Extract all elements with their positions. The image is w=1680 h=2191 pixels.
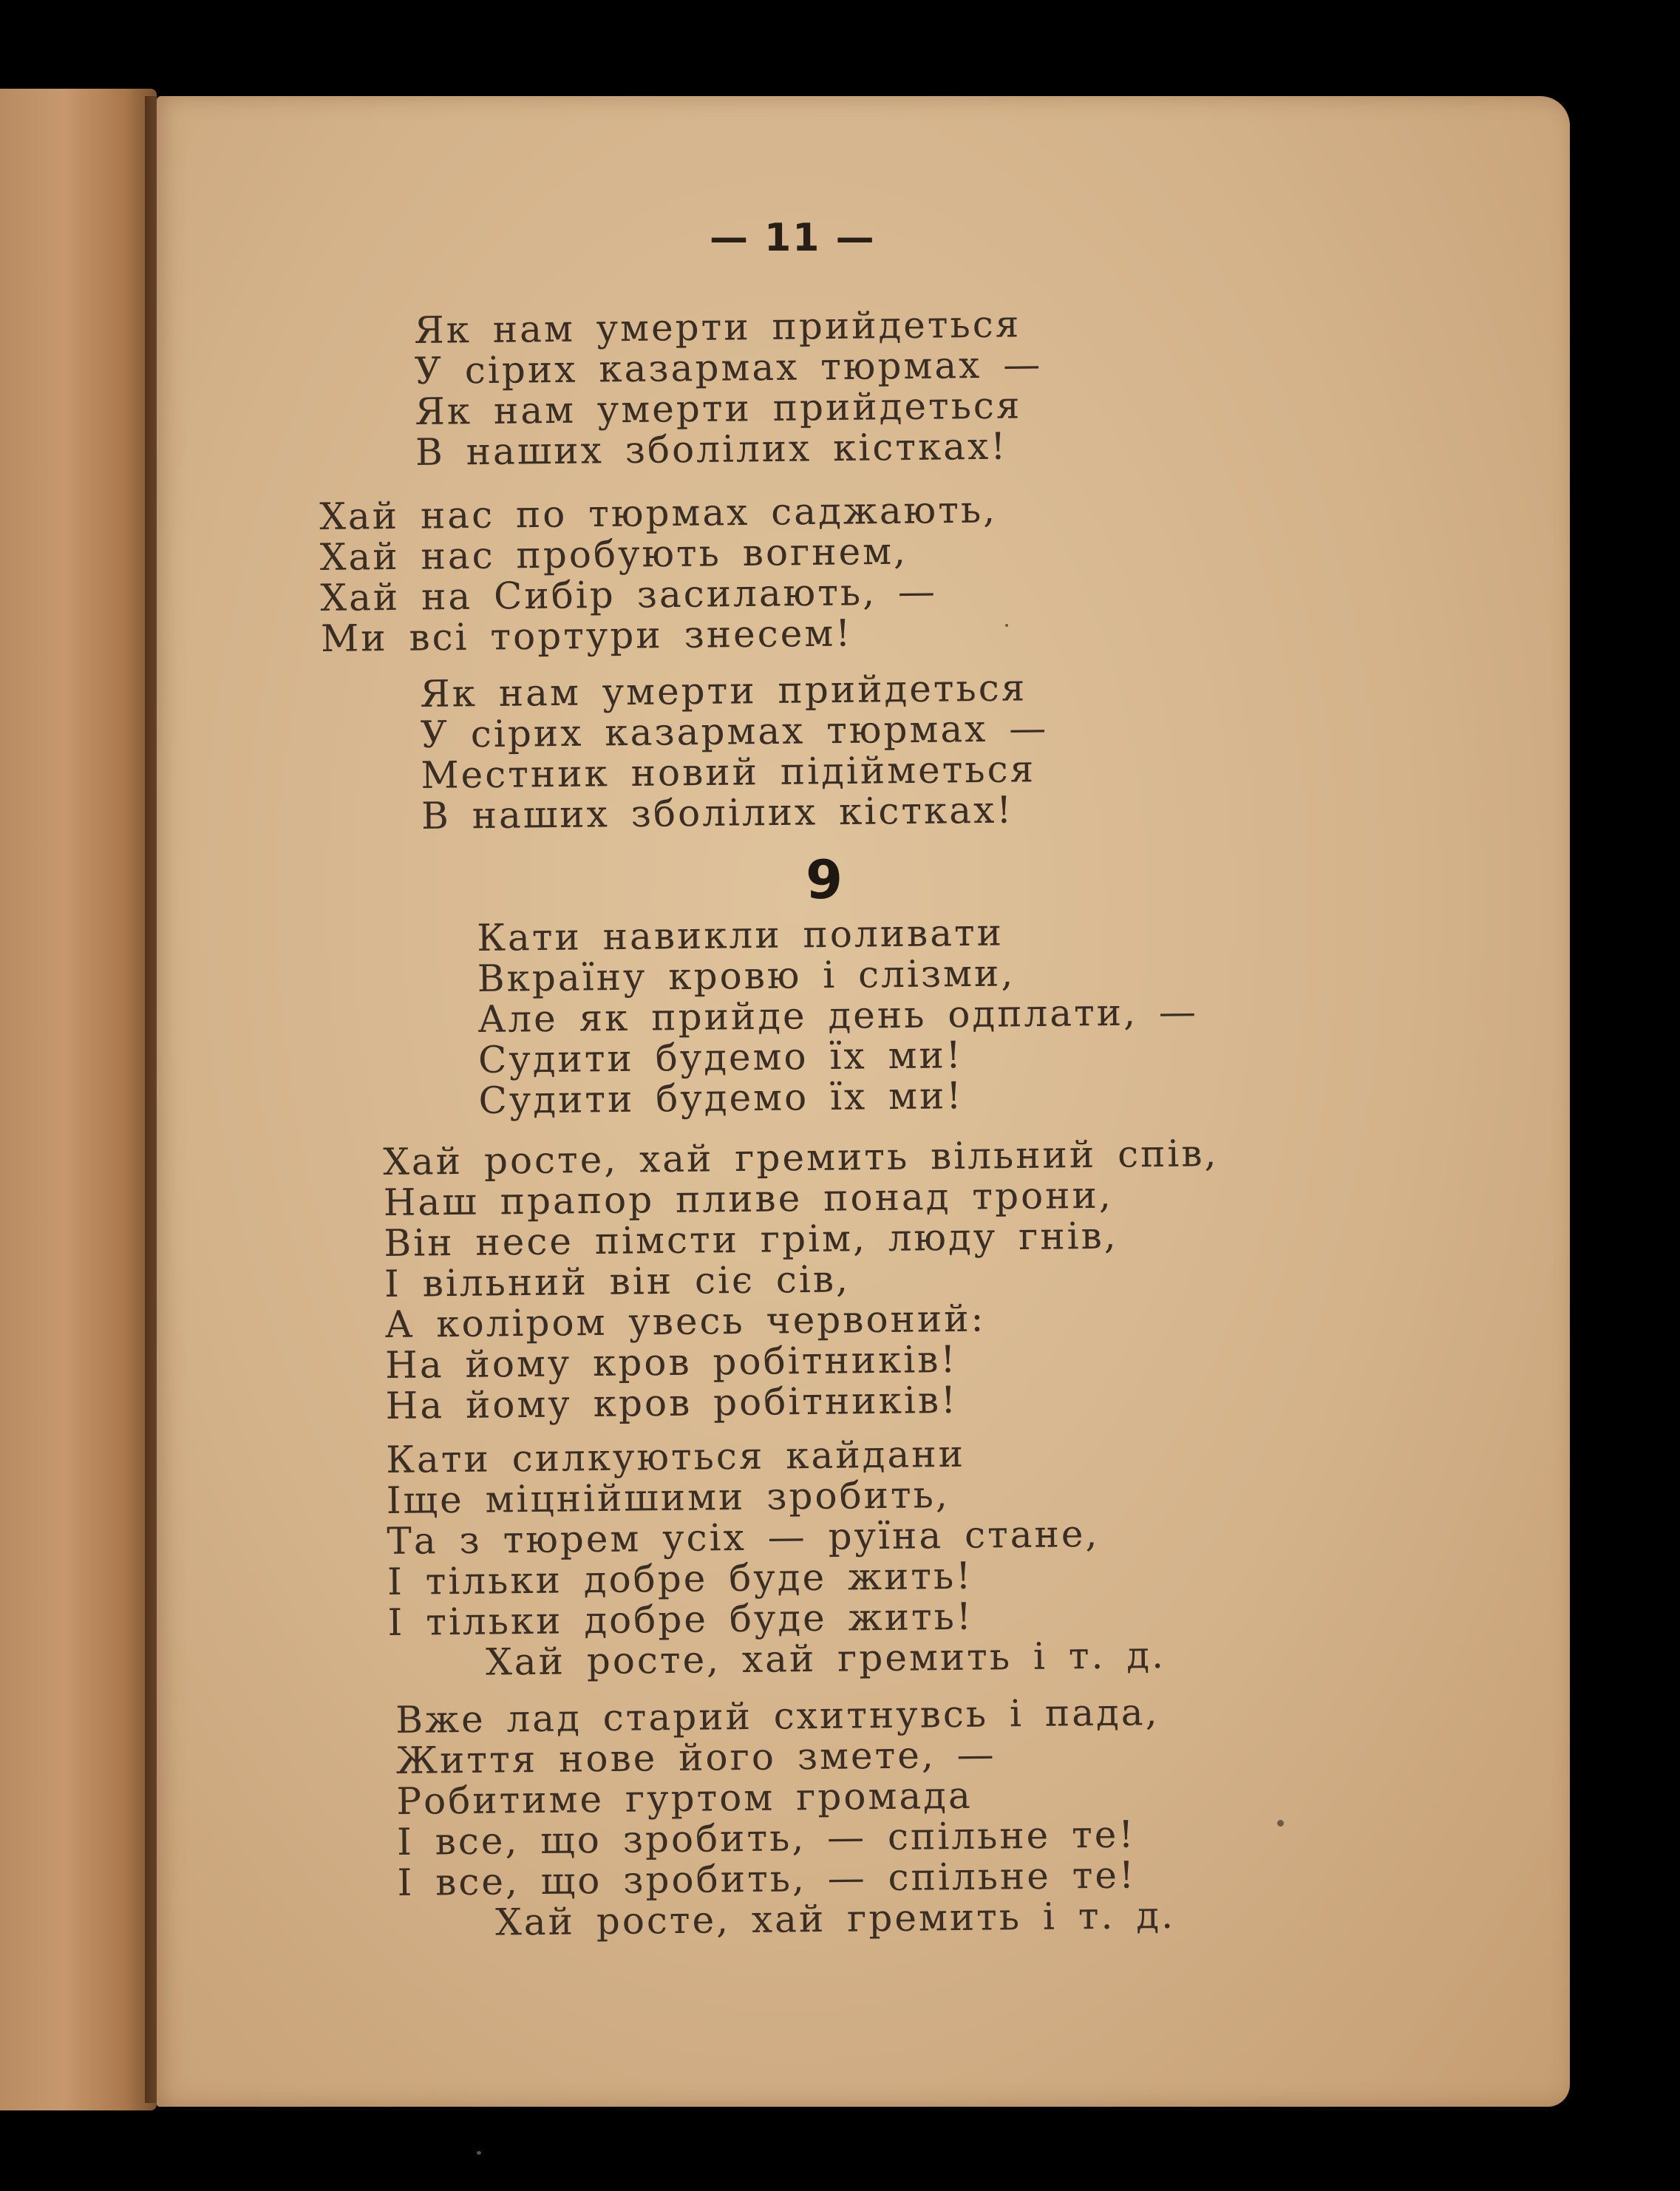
verse-line: На йому кров робітників! xyxy=(384,1337,958,1387)
verse-line: У сірих казармах тюрмах — xyxy=(414,343,1043,393)
verse-line: Робитиме гуртом громада xyxy=(396,1773,973,1823)
verse-line: Судити будемо їх ми! xyxy=(477,1033,964,1081)
verse-line: Местник новий підійметься xyxy=(421,747,1036,797)
verse-line: Іще міцнійшими зробить, xyxy=(386,1473,950,1522)
dust-speck xyxy=(1005,624,1008,627)
verse-line: Як нам умерти прийдеться xyxy=(419,666,1027,716)
stanza-1 xyxy=(414,304,1044,473)
verse-line: У сірих казармах тюрмах — xyxy=(420,707,1049,756)
refrain-line: Хай росте, хай гремить і т. д. xyxy=(494,1893,1176,1944)
stanza-6 xyxy=(386,1432,1166,1684)
section-number: 9 xyxy=(806,849,843,911)
verse-line: Хай росте, хай гремить вільний спів, xyxy=(382,1132,1219,1183)
verse-line: А коліром увесь червоний: xyxy=(384,1297,986,1346)
verse-line: І все, що зробить, — спільне те! xyxy=(396,1813,1136,1864)
verse-line: Хай нас по тюрмах саджають, xyxy=(319,488,998,538)
verse-line: Кати навикли поливати xyxy=(476,911,1004,959)
verse-line: І все, що зробить, — спільне те! xyxy=(397,1853,1137,1904)
verse-line: І тільки добре буде жить! xyxy=(387,1594,974,1644)
verse-line: На йому кров робітників! xyxy=(385,1378,959,1427)
stanza-5 xyxy=(383,1133,1221,1427)
dust-speck xyxy=(1277,1820,1284,1827)
page-number: — 11 — xyxy=(710,216,876,260)
verse-line: Життя нове його змете, — xyxy=(395,1733,996,1782)
verse-line: Він несе пімсти грім, люду гнів, xyxy=(384,1214,1118,1265)
stanza-4 xyxy=(477,911,1199,1121)
verse-line: Кати силкуються кайдани xyxy=(385,1432,966,1481)
verse-line: Судити будемо їх ми! xyxy=(478,1074,964,1122)
left-page-edge xyxy=(0,89,157,2110)
verse-line: Хай на Сибір засилають, — xyxy=(320,570,938,619)
refrain-line: Хай росте, хай гремить і т. д. xyxy=(485,1633,1166,1684)
verse-line: В наших зболілих кістках! xyxy=(415,424,1008,474)
verse-line: Ми всі тортури знесем! xyxy=(320,611,853,660)
verse-line: Та з тюрем усіх — руїна стане, xyxy=(387,1512,1100,1563)
verse-line: Але як прийде день одплати, — xyxy=(477,990,1199,1041)
verse-line: Як нам умерти прийдеться xyxy=(413,302,1021,352)
verse-line: Вкраїну кровю і слізми, xyxy=(477,951,1016,1000)
verse-line: В наших зболілих кістках! xyxy=(421,788,1014,838)
verse-line: І тільки добре буде жить! xyxy=(387,1554,973,1603)
stanza-2 xyxy=(319,489,999,659)
verse-line: Наш прапор пливе понад трони, xyxy=(383,1173,1113,1224)
stanza-3 xyxy=(420,668,1050,837)
verse-line: Хай нас пробують вогнем, xyxy=(319,529,908,579)
verse-line: Як нам умерти прийдеться xyxy=(415,384,1022,433)
verse-line: Вже лад старий схитнувсь і пада, xyxy=(395,1691,1160,1742)
verse-line: І вільний він сіє сів, xyxy=(384,1257,851,1305)
dust-speck xyxy=(477,2151,481,2155)
stanza-7 xyxy=(395,1692,1175,1944)
